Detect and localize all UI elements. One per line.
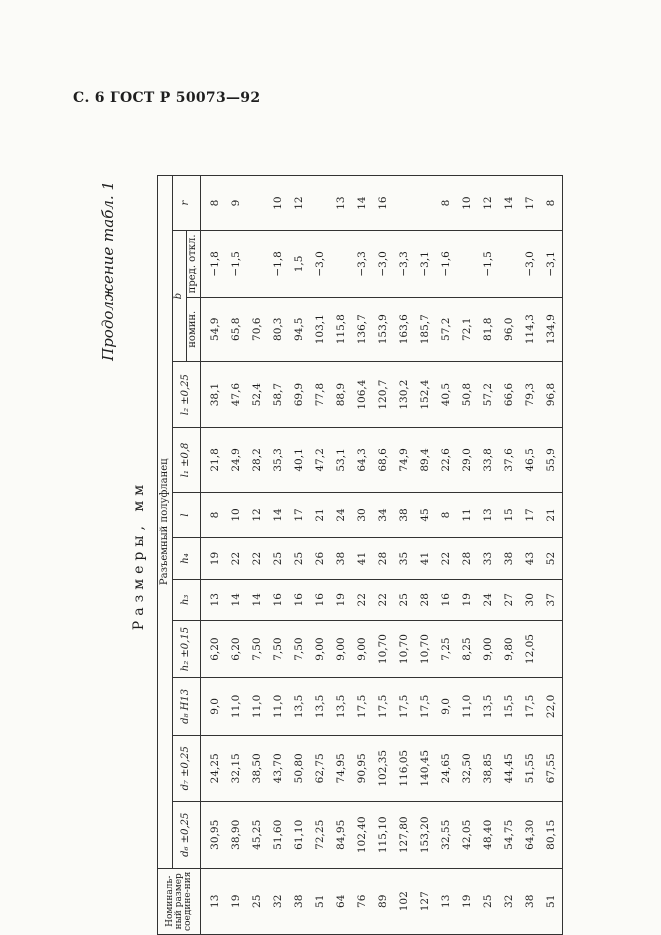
cell-h4: 22 [436,538,457,579]
cell-h2: 7,50 [268,620,289,677]
cell-nominal: 25 [247,868,268,934]
cell-r [310,176,331,231]
cell-b-dev [331,231,352,297]
cell-b-nom: 114,3 [520,297,541,361]
cell-l1: 74,9 [394,428,415,492]
cell-l2: 57,2 [478,361,499,427]
cell-b-nom: 115,8 [331,297,352,361]
cell-l: 34 [373,492,394,538]
cell-d6: 30,95 [201,802,227,868]
cell-l2: 50,8 [457,361,478,427]
cell-h2: 6,20 [226,620,247,677]
cell-d6: 153,20 [415,802,436,868]
cell-r: 14 [352,176,373,231]
cell-l1: 47,2 [310,428,331,492]
cell-l: 24 [331,492,352,538]
cell-l2: 106,4 [352,361,373,427]
cell-h4: 19 [201,538,227,579]
cell-d6: 51,60 [268,802,289,868]
cell-b-nom: 72,1 [457,297,478,361]
cell-b-dev: −1,5 [478,231,499,297]
cell-nominal: 51 [310,868,331,934]
cell-r: 12 [289,176,310,231]
cell-l1: 28,2 [247,428,268,492]
cell-l1: 35,3 [268,428,289,492]
cell-d7: 74,95 [331,735,352,801]
cell-h4: 35 [394,538,415,579]
cell-d8: 11,0 [226,678,247,735]
cell-d8: 9,0 [436,678,457,735]
cell-l: 8 [436,492,457,538]
header-l2: l₂ ±0,25 [173,361,201,427]
cell-l1: 64,3 [352,428,373,492]
cell-l: 17 [289,492,310,538]
cell-l2: 96,8 [541,361,563,427]
cell-d6: 32,55 [436,802,457,868]
cell-l: 15 [499,492,520,538]
cell-l2: 66,6 [499,361,520,427]
cell-h4: 52 [541,538,563,579]
cell-d7: 44,45 [499,735,520,801]
cell-l: 17 [520,492,541,538]
header-l1: l₁ ±0,8 [173,428,201,492]
cell-r: 16 [373,176,394,231]
cell-b-dev: −1,8 [268,231,289,297]
cell-b-nom: 185,7 [415,297,436,361]
cell-h2: 9,00 [352,620,373,677]
cell-b-dev [457,231,478,297]
cell-l: 10 [226,492,247,538]
cell-l: 45 [415,492,436,538]
cell-h3: 19 [457,579,478,620]
cell-b-nom: 96,0 [499,297,520,361]
cell-b-nom: 134,9 [541,297,563,361]
cell-h2: 9,00 [478,620,499,677]
cell-b-dev: −1,6 [436,231,457,297]
table-row [394,176,415,935]
cell-h2: 12,05 [520,620,541,677]
cell-d7: 51,55 [520,735,541,801]
cell-h2: 8,25 [457,620,478,677]
cell-h2: 7,50 [247,620,268,677]
cell-d7: 102,35 [373,735,394,801]
table-row [373,176,394,935]
cell-h3: 19 [331,579,352,620]
cell-d7: 140,45 [415,735,436,801]
cell-l1: 33,8 [478,428,499,492]
header-h3: h₃ [173,579,201,620]
cell-h2: 6,20 [201,620,227,677]
table-row [436,176,457,935]
cell-r: 14 [499,176,520,231]
cell-d6: 54,75 [499,802,520,868]
table-row [247,176,268,935]
cell-b-nom: 81,8 [478,297,499,361]
cell-nominal: 13 [436,868,457,934]
cell-b-dev [499,231,520,297]
cell-r: 8 [436,176,457,231]
table-row [352,176,373,935]
cell-h3: 28 [415,579,436,620]
cell-d8: 13,5 [331,678,352,735]
cell-nominal: 76 [352,868,373,934]
cell-d8: 11,0 [457,678,478,735]
cell-h3: 16 [436,579,457,620]
cell-h2: 10,70 [394,620,415,677]
header-split-flange: Разъемный полуфланец [158,176,173,869]
cell-h4: 26 [310,538,331,579]
cell-h2: 9,00 [331,620,352,677]
cell-b-dev: −3,1 [541,231,563,297]
header-b-nominal: номин. [187,297,201,361]
cell-d7: 24,65 [436,735,457,801]
cell-d8: 17,5 [415,678,436,735]
cell-d8: 22,0 [541,678,563,735]
header-d7: d₇ ±0,25 [173,735,201,801]
cell-h4: 41 [415,538,436,579]
cell-l1: 68,6 [373,428,394,492]
cell-h2: 9,80 [499,620,520,677]
cell-h4: 22 [226,538,247,579]
cell-l1: 89,4 [415,428,436,492]
cell-l1: 37,6 [499,428,520,492]
cell-h4: 28 [457,538,478,579]
cell-h3: 14 [247,579,268,620]
cell-nominal: 19 [226,868,247,934]
cell-d8: 17,5 [394,678,415,735]
cell-l2: 88,9 [331,361,352,427]
cell-d7: 50,80 [289,735,310,801]
cell-h4: 25 [289,538,310,579]
cell-l1: 55,9 [541,428,563,492]
cell-l2: 38,1 [201,361,227,427]
cell-l2: 130,2 [394,361,415,427]
cell-h4: 38 [331,538,352,579]
cell-d8: 13,5 [310,678,331,735]
cell-l: 21 [310,492,331,538]
cell-h3: 37 [541,579,563,620]
cell-l1: 24,9 [226,428,247,492]
cell-l: 13 [478,492,499,538]
cell-d7: 24,25 [201,735,227,801]
cell-r: 8 [541,176,563,231]
cell-d8: 9,0 [201,678,227,735]
cell-h2: 7,25 [436,620,457,677]
header-d6: d₆ ±0,25 [173,802,201,868]
cell-d8: 13,5 [289,678,310,735]
cell-d7: 67,55 [541,735,563,801]
cell-nominal: 25 [478,868,499,934]
cell-d7: 32,50 [457,735,478,801]
rotated-table-area [95,175,635,935]
cell-h3: 24 [478,579,499,620]
cell-d6: 84,95 [331,802,352,868]
cell-h3: 30 [520,579,541,620]
cell-d7: 38,50 [247,735,268,801]
cell-h4: 38 [499,538,520,579]
cell-l2: 77,8 [310,361,331,427]
cell-d7: 32,15 [226,735,247,801]
cell-h4: 43 [520,538,541,579]
cell-r [415,176,436,231]
cell-b-nom: 153,9 [373,297,394,361]
cell-l2: 152,4 [415,361,436,427]
cell-d6: 64,30 [520,802,541,868]
table-row [268,176,289,935]
cell-h2 [541,620,563,677]
cell-l2: 47,6 [226,361,247,427]
cell-nominal: 51 [541,868,563,934]
cell-d8: 17,5 [373,678,394,735]
cell-r: 13 [331,176,352,231]
cell-l: 8 [201,492,227,538]
cell-d6: 127,80 [394,802,415,868]
cell-d6: 72,25 [310,802,331,868]
header-b-deviation: пред. откл. [187,231,201,297]
cell-d8: 17,5 [520,678,541,735]
header-h4: h₄ [173,538,201,579]
cell-h2: 10,70 [415,620,436,677]
cell-b-dev: −1,8 [201,231,227,297]
cell-h3: 22 [373,579,394,620]
cell-h3: 27 [499,579,520,620]
cell-r [247,176,268,231]
cell-l2: 120,7 [373,361,394,427]
cell-nominal: 127 [415,868,436,934]
cell-h4: 33 [478,538,499,579]
cell-r: 8 [201,176,227,231]
header-d8: d₈ H13 [173,678,201,735]
cell-h2: 7,50 [289,620,310,677]
table-row [478,176,499,935]
cell-b-dev [247,231,268,297]
cell-r: 12 [478,176,499,231]
cell-d8: 11,0 [268,678,289,735]
cell-d6: 48,40 [478,802,499,868]
cell-d6: 61,10 [289,802,310,868]
cell-nominal: 38 [520,868,541,934]
cell-b-nom: 163,6 [394,297,415,361]
cell-l1: 21,8 [201,428,227,492]
cell-b-dev: −3,0 [310,231,331,297]
cell-h3: 13 [201,579,227,620]
cell-h3: 22 [352,579,373,620]
table-row [541,176,563,935]
cell-r: 17 [520,176,541,231]
header-r: r [173,176,201,231]
table-row [226,176,247,935]
cell-nominal: 102 [394,868,415,934]
continuation-label: Продолжение табл. 1 [99,181,117,361]
cell-h4: 25 [268,538,289,579]
cell-b-dev: −3,1 [415,231,436,297]
cell-h4: 28 [373,538,394,579]
cell-nominal: 32 [499,868,520,934]
cell-h3: 16 [289,579,310,620]
cell-nominal: 13 [201,868,227,934]
cell-l2: 69,9 [289,361,310,427]
cell-d6: 80,15 [541,802,563,868]
cell-r: 9 [226,176,247,231]
table-row [520,176,541,935]
cell-d7: 90,95 [352,735,373,801]
cell-h2: 9,00 [310,620,331,677]
cell-d8: 17,5 [352,678,373,735]
cell-nominal: 32 [268,868,289,934]
cell-nominal: 64 [331,868,352,934]
cell-l2: 40,5 [436,361,457,427]
header-h2: h₂ ±0,15 [173,620,201,677]
cell-b-nom: 80,3 [268,297,289,361]
cell-h4: 22 [247,538,268,579]
cell-l: 38 [394,492,415,538]
cell-b-dev: −3,0 [373,231,394,297]
cell-b-nom: 57,2 [436,297,457,361]
cell-r [394,176,415,231]
cell-d7: 43,70 [268,735,289,801]
cell-l2: 79,3 [520,361,541,427]
cell-h4: 41 [352,538,373,579]
cell-l: 30 [352,492,373,538]
table-row [499,176,520,935]
cell-b-nom: 54,9 [201,297,227,361]
cell-l1: 29,0 [457,428,478,492]
cell-l2: 52,4 [247,361,268,427]
header-b: b [173,231,187,362]
table-row [201,176,227,935]
cell-d8: 13,5 [478,678,499,735]
header-l: l [173,492,201,538]
cell-nominal: 38 [289,868,310,934]
cell-l2: 58,7 [268,361,289,427]
cell-l: 21 [541,492,563,538]
cell-l1: 53,1 [331,428,352,492]
cell-b-dev: −3,3 [352,231,373,297]
cell-h2: 10,70 [373,620,394,677]
cell-b-nom: 94,5 [289,297,310,361]
header-nominal-size: Номиналь-ный размер соедине-ния [158,868,201,934]
table-title: Размеры, мм [131,479,147,631]
cell-b-dev: −3,3 [394,231,415,297]
cell-d8: 15,5 [499,678,520,735]
cell-d7: 62,75 [310,735,331,801]
cell-b-nom: 136,7 [352,297,373,361]
cell-h3: 16 [310,579,331,620]
cell-d7: 116,05 [394,735,415,801]
cell-d7: 38,85 [478,735,499,801]
table-row [457,176,478,935]
cell-r: 10 [268,176,289,231]
cell-l1: 22,6 [436,428,457,492]
cell-l: 11 [457,492,478,538]
dimensions-table [157,175,563,935]
cell-l1: 46,5 [520,428,541,492]
cell-h3: 25 [394,579,415,620]
cell-nominal: 19 [457,868,478,934]
cell-b-dev: 1,5 [289,231,310,297]
cell-d8: 11,0 [247,678,268,735]
table-row [331,176,352,935]
cell-h3: 16 [268,579,289,620]
cell-b-dev: −1,5 [226,231,247,297]
cell-b-dev: −3,0 [520,231,541,297]
cell-r: 10 [457,176,478,231]
cell-d6: 115,10 [373,802,394,868]
cell-d6: 102,40 [352,802,373,868]
cell-d6: 42,05 [457,802,478,868]
cell-b-nom: 65,8 [226,297,247,361]
cell-l: 12 [247,492,268,538]
cell-d6: 38,90 [226,802,247,868]
cell-d6: 45,25 [247,802,268,868]
cell-b-nom: 70,6 [247,297,268,361]
cell-b-nom: 103,1 [310,297,331,361]
page-header: С. 6 ГОСТ Р 50073—92 [73,90,261,106]
table-row [415,176,436,935]
cell-h3: 14 [226,579,247,620]
table-row [289,176,310,935]
table-row [310,176,331,935]
cell-l: 14 [268,492,289,538]
cell-l1: 40,1 [289,428,310,492]
cell-nominal: 89 [373,868,394,934]
